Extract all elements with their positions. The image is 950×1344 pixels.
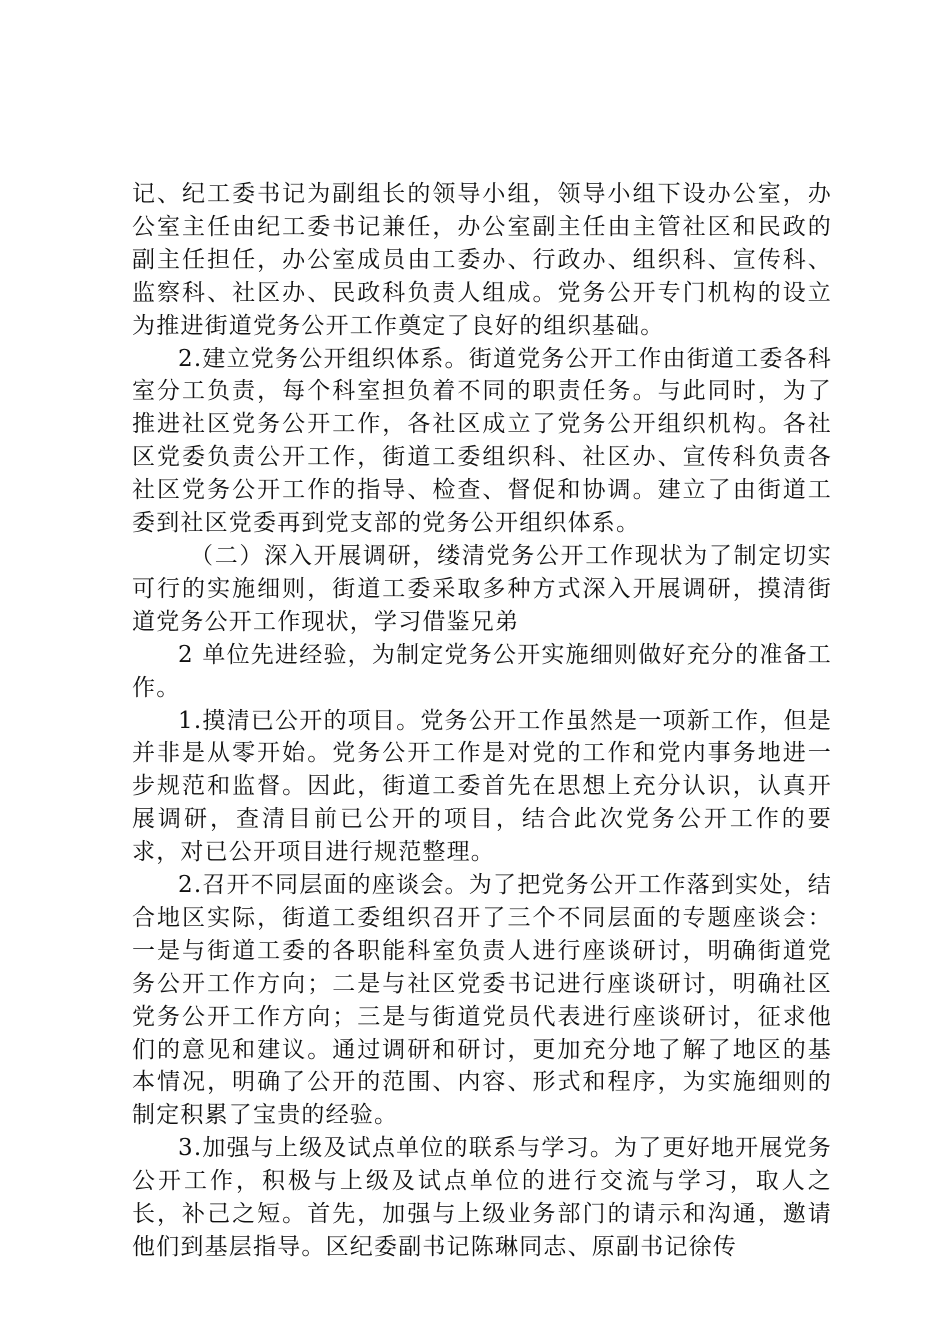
paragraph-published-items: 1.摸清已公开的项目。党务公开工作虽然是一项新工作，但是并非是从零开始。党务公开工作是对党的工作和党内事务地进一步规范和监督。因此，街道工委首先在思想上充分认识，认真开展调研，查清目前已公开的项目，结合此次党务公开工作的要求，对已公开项目进行规范整理。 bbox=[132, 707, 832, 866]
paragraph-page-break-continuation: 2 单位先进经验，为制定党务公开实施细则做好充分的准备工作。 bbox=[132, 641, 832, 701]
paragraph-organization-system: 2.建立党务公开组织体系。街道党务公开工作由街道工委各科室分工负责，每个科室担负着不同的职责任务。与此同时，为了推进社区党务公开工作，各社区成立了党务公开组织机构。各社区党委负责公开工作，街道工委组织科、社区办、宣传科负责各社区党务公开工作的指导、检查、督促和协调。建立了由街道工委到社区党委再到党支部的党务公开组织体系。 bbox=[132, 345, 832, 537]
document-body bbox=[132, 178, 832, 1264]
paragraph-section-two-heading: （二）深入开展调研，缕清党务公开工作现状为了制定切实可行的实施细则，街道工委采取多种方式深入开展调研，摸清街道党务公开工作现状，学习借鉴兄弟 bbox=[132, 542, 832, 635]
paragraph-symposiums: 2.召开不同层面的座谈会。为了把党务公开工作落到实处，结合地区实际，街道工委组织召开了三个不同层面的专题座谈会：一是与街道工委的各职能科室负责人进行座谈研讨，明确街道党务公开工作方向；二是与社区党委书记进行座谈研讨，明确社区党务公开工作方向；三是与街道党员代表进行座谈研讨，征求他们的意见和建议。通过调研和研讨，更加充分地了解了地区的基本情况，明确了公开的范围、内容、形式和程序，为实施细则的制定积累了宝贵的经验。 bbox=[132, 872, 832, 1129]
paragraph-leading-group: 记、纪工委书记为副组长的领导小组，领导小组下设办公室，办公室主任由纪工委书记兼任，办公室副主任由主管社区和民政的副主任担任，办公室成员由工委办、行政办、组织科、宣传科、监察科、社区办、民政科负责人组成。党务公开专门机构的设立为推进街道党务公开工作奠定了良好的组织基础。 bbox=[132, 181, 832, 339]
paragraph-liaison-learning: 3.加强与上级及试点单位的联系与学习。为了更好地开展党务公开工作，积极与上级及试点单位的进行交流与学习，取人之长，补己之短。首先，加强与上级业务部门的请示和沟通，邀请他们到基层指导。区纪委副书记陈琳同志、原副书记徐传 bbox=[132, 1135, 832, 1260]
